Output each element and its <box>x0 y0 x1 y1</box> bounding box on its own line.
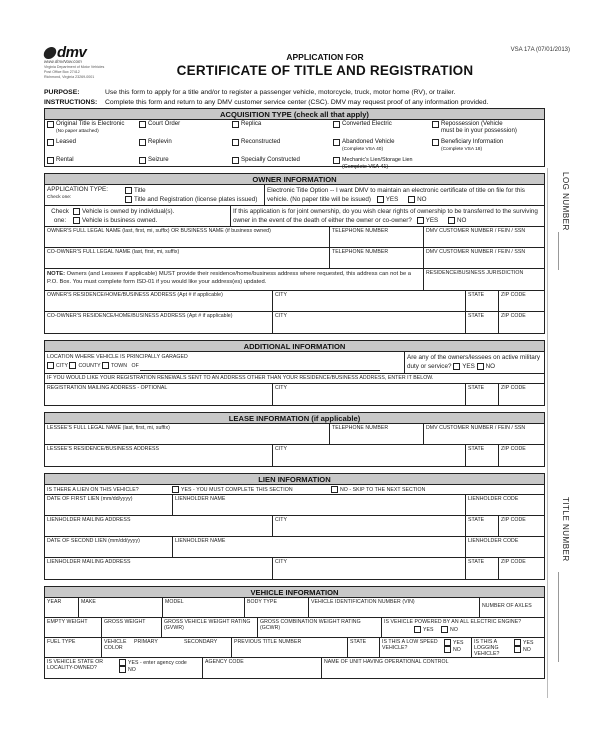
vehicle-heading: VEHICLE INFORMATION <box>45 587 544 598</box>
acquisition-heading: ACQUISITION TYPE (check all that apply) <box>45 109 544 120</box>
gcwr-field[interactable]: GROSS COMBINATION WEIGHT RATING (GCWR) <box>258 618 382 637</box>
logo-address1: Post Office Box 27412 <box>44 70 80 75</box>
first-lienholder-name-field[interactable]: LIENHOLDER NAME <box>173 495 466 515</box>
lien-no-checkbox[interactable] <box>331 486 338 493</box>
coowner-customer-number-field[interactable]: DMV CUSTOMER NUMBER / FEIN / SSN <box>426 249 526 255</box>
lessee-state-field[interactable]: STATE <box>466 445 499 466</box>
instructions-label: INSTRUCTIONS: <box>44 99 98 106</box>
checkbox[interactable] <box>47 157 54 164</box>
owner-zip-field[interactable]: ZIP CODE <box>501 292 526 298</box>
checkbox[interactable] <box>333 121 340 128</box>
acquisition-options <box>45 120 544 172</box>
check-one-label: Check one: <box>47 195 72 200</box>
owner-state-field[interactable]: STATE <box>466 291 499 311</box>
lessee-address-field[interactable]: LESSEE'S RESIDENCE/BUSINESS ADDRESS <box>45 445 273 466</box>
logging-question: IS THIS A LOGGING VEHICLE? <box>474 639 500 657</box>
lessee-zip-field[interactable]: ZIP CODE <box>501 446 526 452</box>
garaged-label: LOCATION WHERE VEHICLE IS PRINCIPALLY GARAGED <box>47 354 188 360</box>
electric-yes-checkbox[interactable] <box>414 626 421 633</box>
address-note: NOTE: Owners (and Lessees if applicable) MUST provide their residence/home/business address where requested, this address can not be a P.O. Box. You must complete form ISD-01 if you would like your address(es) updated. <box>45 269 424 290</box>
renewal-note: IF YOU WOULD LIKE YOUR REGISTRATION RENEWALS SENT TO AN ADDRESS OTHER THAN YOUR RESIDENCE/BUSINESS ADDRESS, ENTER IT BELOW. <box>47 375 434 381</box>
log-number-line <box>558 232 559 270</box>
second-lienholder-state-field[interactable]: STATE <box>466 558 499 579</box>
acq-rental[interactable]: Rental <box>47 157 139 170</box>
previous-title-state-field[interactable]: STATE <box>348 638 380 657</box>
military-yes-checkbox[interactable] <box>453 363 460 370</box>
second-lienholder-address-field[interactable]: LIENHOLDER MAILING ADDRESS <box>45 558 273 579</box>
second-lienholder-city-field[interactable]: CITY <box>273 558 466 579</box>
page-title: CERTIFICATE OF TITLE AND REGISTRATION <box>176 63 474 78</box>
jurisdiction-field[interactable]: RESIDENCE/BUSINESS JURISDICTION <box>426 270 524 276</box>
checkbox[interactable] <box>139 121 146 128</box>
purpose-block <box>44 88 488 108</box>
acq-repossession[interactable]: Repossession (Vehicle must be in your possession) <box>432 121 548 135</box>
acquisition-section <box>44 108 545 170</box>
lessee-customer-number-field[interactable]: DMV CUSTOMER NUMBER / FEIN / SSN <box>426 425 526 431</box>
vehicle-section: VEHICLE INFORMATION YEAR MAKE MODEL BODY TYPE VEHICLE IDENTIFICATION NUMBER (VIN) NUMBER OF AXLES EMPTY WEIGHT GROSS WEIGHT GROSS VEHICLE WEIGHT RATING (GVWR) GROSS COMBINATION WEIGHT RATING (GCWR) IS VEHICLE POWERED BY AN ALL ELECTRIC ENGINE? YES NO FUEL TYPE VEHICLE COLOR PRIMARY SECONDARY PREVIOUS TITLE NUMBER STATE IS THIS A LOW SPEED VEHICLE? YES NO IS THIS A LOGGING VEHICLE? YES NO IS VEHICLE STATE OR LOCALITY-OWNED? YES - enter agency code NO AGENCY CODE NAME OF UNIT HAVING OPERATIONAL CONTROL <box>44 586 545 679</box>
mailing-state-field[interactable]: STATE <box>466 384 499 405</box>
app-type-title[interactable]: Title <box>125 186 257 195</box>
empty-weight-field[interactable]: EMPTY WEIGHT <box>45 618 102 637</box>
joint-ownership-question: If this application is for joint ownership, do you wish clear rights of ownership to be transferred to the surviving owner in the event of the death of either the owner or co-owner? YES NO <box>233 208 538 224</box>
acq-replica[interactable]: Replica <box>232 121 333 135</box>
acq-leased[interactable]: Leased <box>47 139 139 153</box>
state-owned-yes-checkbox[interactable] <box>119 659 126 666</box>
lien-yes-checkbox[interactable] <box>172 486 179 493</box>
checkbox[interactable] <box>232 157 239 164</box>
fuel-type-field[interactable]: FUEL TYPE <box>45 638 102 657</box>
gvwr-field[interactable]: GROSS VEHICLE WEIGHT RATING (GVWR) <box>162 618 258 637</box>
instructions-text: Complete this form and return to any DMV customer service center (CSC). DMV may request proof of any information provided. <box>105 99 489 106</box>
military-question: Are any of the owners/lessees on active military duty or service? YES NO <box>407 354 540 370</box>
second-lienholder-code-field[interactable]: LIENHOLDER CODE <box>468 538 519 544</box>
coowner-address-field[interactable]: CO-OWNER'S RESIDENCE/HOME/BUSINESS ADDRESS (Apt # if applicable) <box>45 312 273 333</box>
agency-code-field[interactable]: AGENCY CODE <box>203 658 322 678</box>
electric-question: IS VEHICLE POWERED BY AN ALL ELECTRIC ENGINE? YES NO <box>384 619 522 633</box>
checkbox[interactable] <box>333 157 340 164</box>
state-owned-question: IS VEHICLE STATE OR LOCALITY-OWNED? <box>47 659 104 671</box>
checkbox[interactable] <box>73 208 80 215</box>
coowner-zip-field[interactable]: ZIP CODE <box>501 313 526 319</box>
owner-section <box>44 173 545 334</box>
checkbox[interactable] <box>139 157 146 164</box>
owner-telephone-field[interactable]: TELEPHONE NUMBER <box>330 227 424 247</box>
checkbox[interactable] <box>47 139 54 146</box>
color-primary-field[interactable]: PRIMARY <box>134 639 158 645</box>
logo-address2: Richmond, Virginia 23269-0001 <box>44 75 95 80</box>
logo-org: Virginia Department of Motor Vehicles <box>44 65 105 69</box>
mailing-zip-field[interactable]: ZIP CODE <box>501 385 526 391</box>
logo-web: www.dmvNow.com <box>44 59 82 64</box>
owner-city-field[interactable]: CITY <box>273 291 466 311</box>
margin-rule <box>547 168 548 698</box>
acq-court-order[interactable]: Court Order <box>139 121 232 135</box>
form-id: VSA 17A (07/01/2013) <box>510 47 570 53</box>
owner-heading: OWNER INFORMATION <box>45 174 544 185</box>
checkbox[interactable] <box>47 121 54 128</box>
acq-beneficiary[interactable]: Beneficiary Information (Complete VSA 18) <box>432 139 548 153</box>
additional-heading: ADDITIONAL INFORMATION <box>45 341 544 352</box>
checkbox[interactable] <box>333 139 340 146</box>
checkbox[interactable] <box>139 139 146 146</box>
additional-section: ADDITIONAL INFORMATION LOCATION WHERE VEHICLE IS PRINCIPALLY GARAGED CITY COUNTY TOWN OF Are any of the owners/lessees on active military duty or service? YES NO IF YOU WOULD LIKE YOUR REGISTRATION RENEWALS SENT TO AN ADDRESS OTHER THAN YOUR RESIDENCE/BUSINESS ADDRESS, ENTER IT BELOW. REGISTRATION MAILING ADDRESS - OPTIONAL CITY STATE ZIP CODE <box>44 340 545 406</box>
garaged-location-input[interactable] <box>140 365 380 371</box>
purpose-label: PURPOSE: <box>44 89 80 96</box>
checkbox[interactable] <box>232 139 239 146</box>
acq-converted-electric[interactable]: Converted Electric <box>333 121 432 135</box>
make-field[interactable]: MAKE <box>79 598 163 617</box>
coowner-state-field[interactable]: STATE <box>466 312 499 333</box>
mailing-address-field[interactable]: REGISTRATION MAILING ADDRESS - OPTIONAL <box>45 384 273 405</box>
etitle-no-checkbox[interactable] <box>408 196 415 203</box>
coowner-name-field[interactable]: CO-OWNER'S FULL LEGAL NAME (last, first, mi, suffix) <box>45 248 330 268</box>
acq-original-electronic[interactable]: Original Title is Electronic (No paper attached) <box>47 121 139 135</box>
first-lienholder-zip-field[interactable]: ZIP CODE <box>501 517 526 523</box>
etitle-yes-checkbox[interactable] <box>377 196 384 203</box>
lease-section <box>44 412 545 467</box>
previous-title-field[interactable]: PREVIOUS TITLE NUMBER <box>232 638 348 657</box>
lien-heading: LIEN INFORMATION <box>45 474 544 485</box>
ownership-check-label: Check one: <box>51 208 69 224</box>
log-number-label: LOG NUMBER <box>561 172 570 231</box>
first-lienholder-city-field[interactable]: CITY <box>273 516 466 536</box>
vin-field[interactable]: VEHICLE IDENTIFICATION NUMBER (VIN) <box>309 598 480 617</box>
electric-no-checkbox[interactable] <box>441 626 448 633</box>
acq-reconstructed[interactable]: Reconstructed <box>232 139 333 153</box>
business-owned[interactable]: Vehicle is business owned. <box>73 216 174 225</box>
garaged-county-checkbox[interactable] <box>69 362 76 369</box>
first-lienholder-code-field[interactable]: LIENHOLDER CODE <box>468 496 519 502</box>
title-number-line <box>558 572 559 662</box>
logging-yes-checkbox[interactable] <box>514 639 521 646</box>
state-owned-no-checkbox[interactable] <box>119 666 126 673</box>
lessee-telephone-field[interactable]: TELEPHONE NUMBER <box>330 424 424 444</box>
lessee-name-field[interactable]: LESSEE'S FULL LEGAL NAME (last, first, mi, suffix) <box>45 424 330 444</box>
checkbox[interactable] <box>432 139 439 146</box>
form-body <box>44 108 545 685</box>
coowner-city-field[interactable]: CITY <box>273 312 466 333</box>
coowner-telephone-field[interactable]: TELEPHONE NUMBER <box>330 248 424 268</box>
checkbox[interactable] <box>232 121 239 128</box>
garaged-city-checkbox[interactable] <box>47 362 54 369</box>
lien-section: LIEN INFORMATION IS THERE A LIEN ON THIS VEHICLE? YES - YOU MUST COMPLETE THIS SECTION NO - SKIP TO THE NEXT SECTION DATE OF FIRST LIEN (mm/dd/yyyy) LIENHOLDER NAME LIENHOLDER CODE LIENHOLDER MAILING ADDRESS CITY STATE ZIP CODE DATE OF SECOND LIEN (mm/dd/yyyy) LIENHOLDER NAME LIENHOLDER CODE LIENHOLDER MAILING ADDRESS CITY STATE ZIP CODE <box>44 473 545 580</box>
second-lienholder-name-field[interactable]: LIENHOLDER NAME <box>173 537 466 557</box>
lease-heading: LEASE INFORMATION (if applicable) <box>45 413 544 424</box>
acq-replevin[interactable]: Replevin <box>139 139 232 153</box>
acq-mechanics-lien[interactable]: Mechanic's Lien/Storage Lien (Complete VSA 41) <box>333 157 432 170</box>
first-lienholder-address-field[interactable]: LIENHOLDER MAILING ADDRESS <box>45 516 273 536</box>
joint-no-checkbox[interactable] <box>448 217 455 224</box>
application-type-label: APPLICATION TYPE: <box>47 186 109 193</box>
purpose-text: Use this form to apply for a title and/or to register a passenger vehicle, motorcycle, truck, motor home (RV), or trailer. <box>105 89 456 96</box>
garaged-town-checkbox[interactable] <box>102 362 109 369</box>
second-lienholder-zip-field[interactable]: ZIP CODE <box>501 559 526 565</box>
body-type-field[interactable]: BODY TYPE <box>245 598 309 617</box>
acq-specially-constructed[interactable]: Specially Constructed <box>232 157 333 170</box>
mailing-city-field[interactable]: CITY <box>273 384 466 405</box>
title-number-label: TITLE NUMBER <box>561 497 570 562</box>
low-speed-question: IS THIS A LOW SPEED VEHICLE? <box>382 639 438 651</box>
color-secondary-field[interactable]: SECONDARY <box>184 639 218 645</box>
vehicle-color-label: VEHICLE COLOR <box>104 639 127 651</box>
military-no-checkbox[interactable] <box>477 363 484 370</box>
lien-question: IS THERE A LIEN ON THIS VEHICLE? <box>47 486 139 493</box>
first-lien-date-field[interactable]: DATE OF FIRST LIEN (mm/dd/yyyy) <box>45 495 173 515</box>
checkbox[interactable] <box>432 121 439 128</box>
owned-by-individual[interactable]: Vehicle is owned by individual(s). <box>73 207 174 216</box>
first-lienholder-state-field[interactable]: STATE <box>466 516 499 536</box>
owner-name-field[interactable]: OWNER'S FULL LEGAL NAME (last, first, mi, suffix) OR BUSINESS NAME (if business owned) <box>45 227 330 247</box>
lessee-city-field[interactable]: CITY <box>273 445 466 466</box>
gross-weight-field[interactable]: GROSS WEIGHT <box>102 618 162 637</box>
model-field[interactable]: MODEL <box>163 598 245 617</box>
title-small: APPLICATION FOR <box>286 52 364 62</box>
acq-seizure[interactable]: Seizure <box>139 157 232 170</box>
app-type-title-registration[interactable]: Title and Registration (license plates issued) <box>125 195 257 204</box>
electronic-title-option: Electronic Title Option -- I want DMV to maintain an electronic certificate of title on file for this vehicle. (No paper title will be issued) YES NO <box>267 187 525 203</box>
low-speed-no-checkbox[interactable] <box>444 646 451 653</box>
owner-customer-number-field[interactable]: DMV CUSTOMER NUMBER / FEIN / SSN <box>426 228 526 234</box>
year-field[interactable]: YEAR <box>45 598 79 617</box>
operational-unit-field[interactable]: NAME OF UNIT HAVING OPERATIONAL CONTROL <box>324 659 449 665</box>
axles-field[interactable]: NUMBER OF AXLES <box>482 603 532 609</box>
checkbox[interactable] <box>125 187 132 194</box>
acq-abandoned[interactable]: Abandoned Vehicle (Complete VSA 40) <box>333 139 432 153</box>
second-lien-date-field[interactable]: DATE OF SECOND LIEN (mm/dd/yyyy) <box>45 537 173 557</box>
low-speed-yes-checkbox[interactable] <box>444 639 451 646</box>
owner-address-field[interactable]: OWNER'S RESIDENCE/HOME/BUSINESS ADDRESS (Apt # if applicable) <box>45 291 273 311</box>
checkbox[interactable] <box>73 217 80 224</box>
joint-yes-checkbox[interactable] <box>417 217 424 224</box>
checkbox[interactable] <box>125 196 132 203</box>
logging-no-checkbox[interactable] <box>514 646 521 653</box>
logo-brand: dmv <box>57 44 87 61</box>
